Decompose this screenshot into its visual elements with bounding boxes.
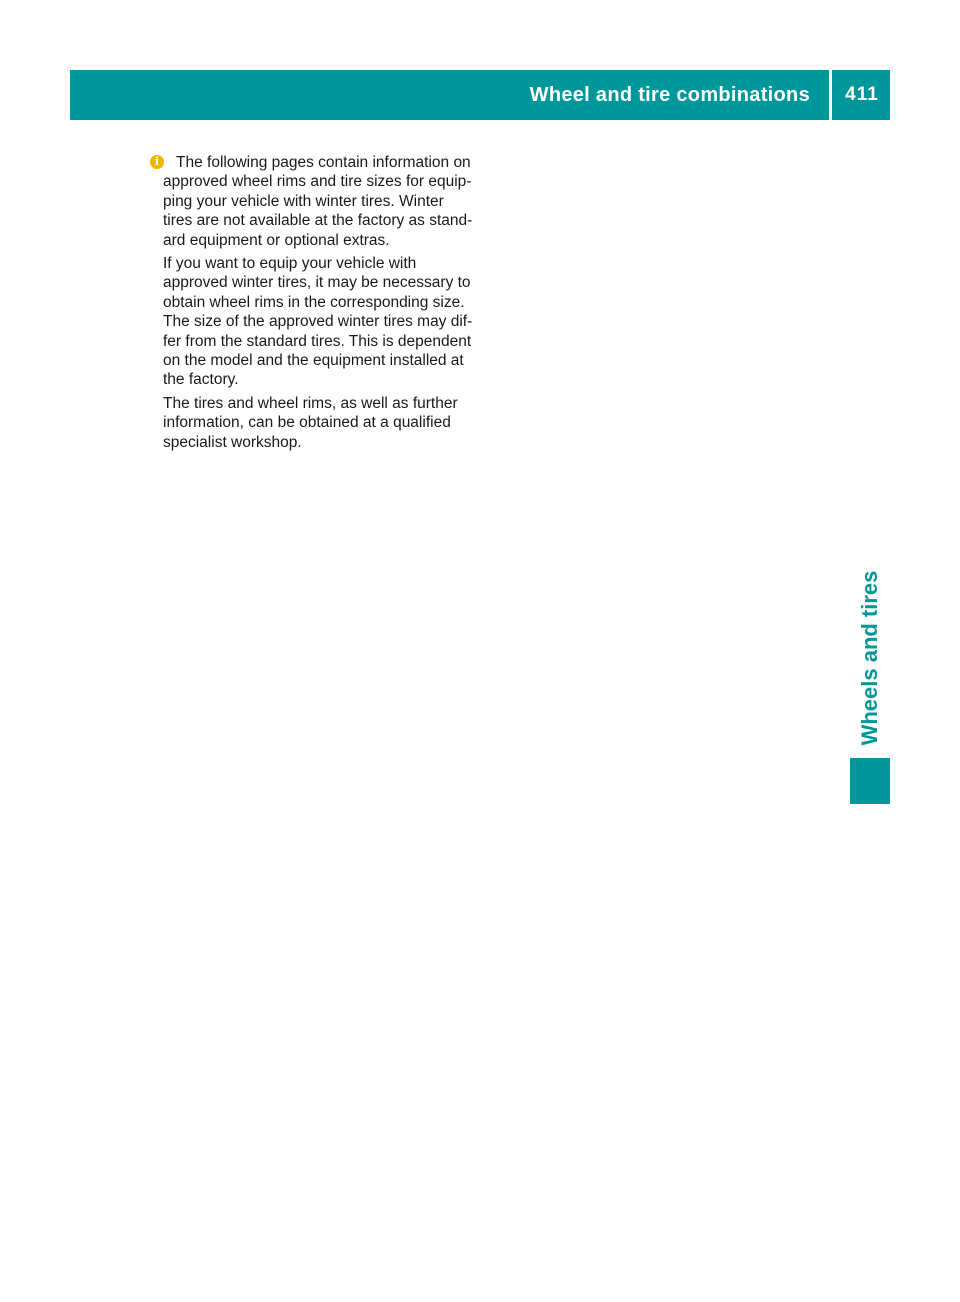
header-bar [70,70,890,120]
info-icon: i [150,155,164,169]
text-line: The tires and wheel rims, as well as further [163,394,458,412]
text-line: ard equipment or optional extras. [163,231,390,249]
text-line: ping your vehicle with winter tires. Winter [163,192,444,210]
text-line: obtain wheel rims in the corresponding size. [163,293,465,311]
note-body [163,153,483,456]
text-line: specialist workshop. [163,433,302,451]
chapter-tab-marker [850,758,890,804]
text-line: the factory. [163,371,239,389]
text-line: fer from the standard tires. This is dependent [163,332,472,350]
text-line: If you want to equip your vehicle with [163,255,417,273]
header-divider [829,70,832,120]
note-paragraph-1 [163,153,483,250]
note-paragraph-3 [163,394,483,452]
text-line: The size of the approved winter tires may dif- [163,313,473,331]
text-line: The following pages contain information on [176,154,471,171]
chapter-tab [850,560,890,755]
text-line: approved winter tires, it may be necessary to [163,274,471,292]
chapter-tab-label: Wheels and tires [857,570,882,745]
text-line: tires are not available at the factory as stand- [163,212,473,230]
text-line: approved wheel rims and tire sizes for equip- [163,173,472,191]
text-line: on the model and the equipment installed at [163,352,464,370]
note-paragraph-2 [163,254,483,390]
text-line: information, can be obtained at a qualified [163,414,451,432]
page-number: 411 [845,84,879,105]
section-title: Wheel and tire combinations [529,84,810,106]
